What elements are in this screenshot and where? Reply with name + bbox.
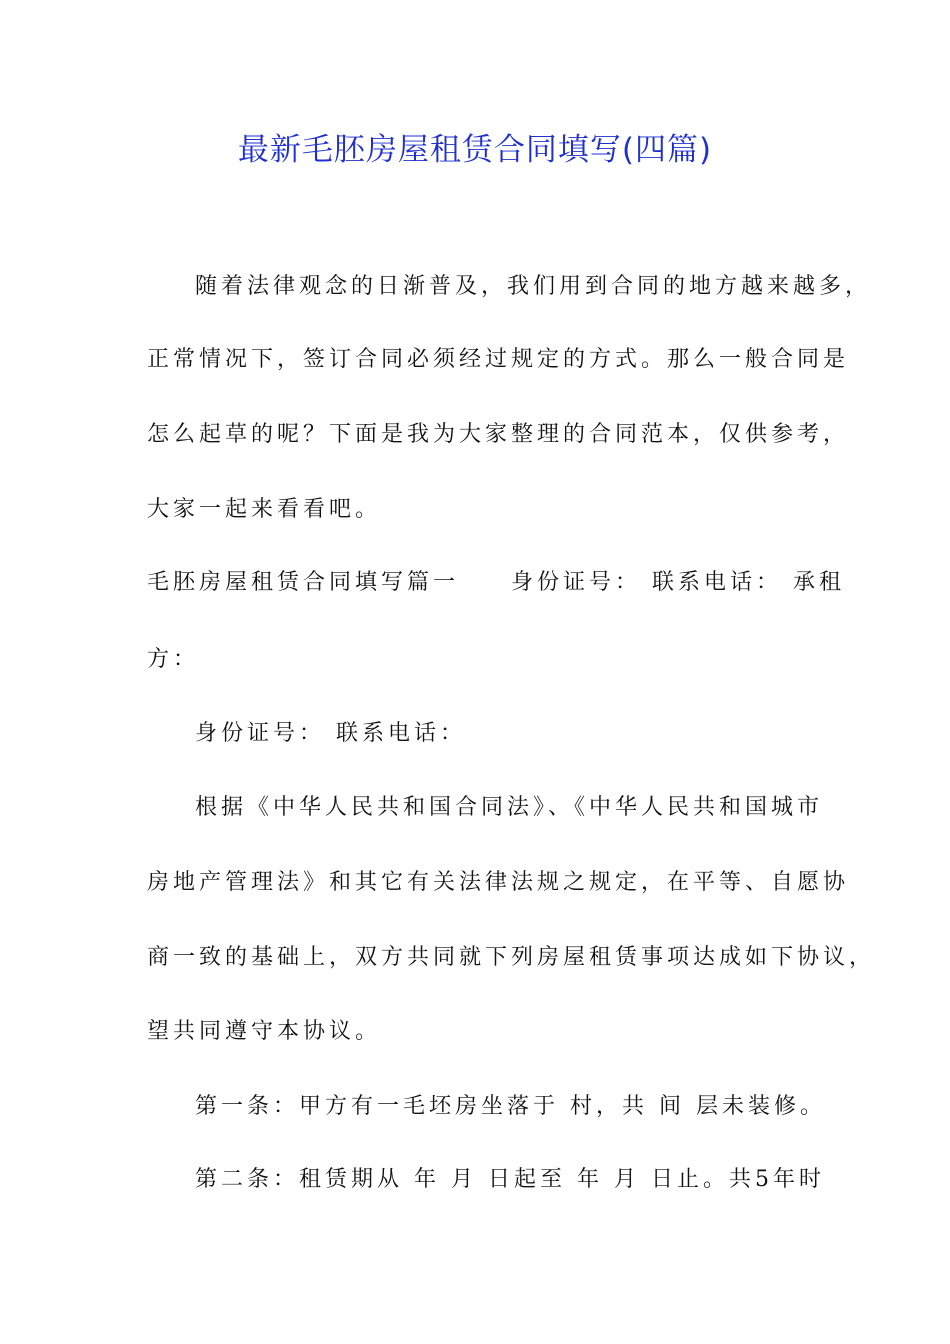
document-title: 最新毛胚房屋租赁合同填写(四篇) bbox=[237, 132, 713, 168]
intro-line-3: 怎么起草的呢？下面是我为大家整理的合同范本，仅供参考， bbox=[147, 422, 850, 447]
law-line-1: 根据《中华人民共和国合同法》、《中华人民共和国城市 bbox=[195, 795, 824, 820]
section-heading: 毛胚房屋租赁合同填写篇一 bbox=[147, 570, 460, 595]
id-contact-line: 身份证号： 联系电话： bbox=[195, 721, 466, 746]
intro-line-2: 正常情况下，签订合同必须经过规定的方式。那么一般合同是 bbox=[147, 347, 850, 372]
law-line-3: 商一致的基础上，双方共同就下列房屋租赁事项达成如下协议， bbox=[147, 945, 876, 970]
section-heading-tail: 身份证号： 联系电话： 承租 bbox=[511, 570, 846, 595]
law-line-4: 望共同遵守本协议。 bbox=[147, 1019, 382, 1044]
intro-line-1: 随着法律观念的日渐普及，我们用到合同的地方越来越多， bbox=[195, 274, 872, 299]
section-heading-line bbox=[147, 568, 845, 598]
article-1: 第一条：甲方有一毛坯房坐落于 村，共 间 层未装修。 bbox=[195, 1094, 826, 1119]
intro-line-4: 大家一起来看看吧。 bbox=[147, 497, 382, 522]
law-line-2: 房地产管理法》和其它有关法律法规之规定，在平等、自愿协 bbox=[147, 870, 850, 895]
party-line: 方： bbox=[147, 647, 200, 672]
article-2: 第二条：租赁期从 年 月 日起至 年 月 日止。共5年时 bbox=[195, 1167, 825, 1192]
